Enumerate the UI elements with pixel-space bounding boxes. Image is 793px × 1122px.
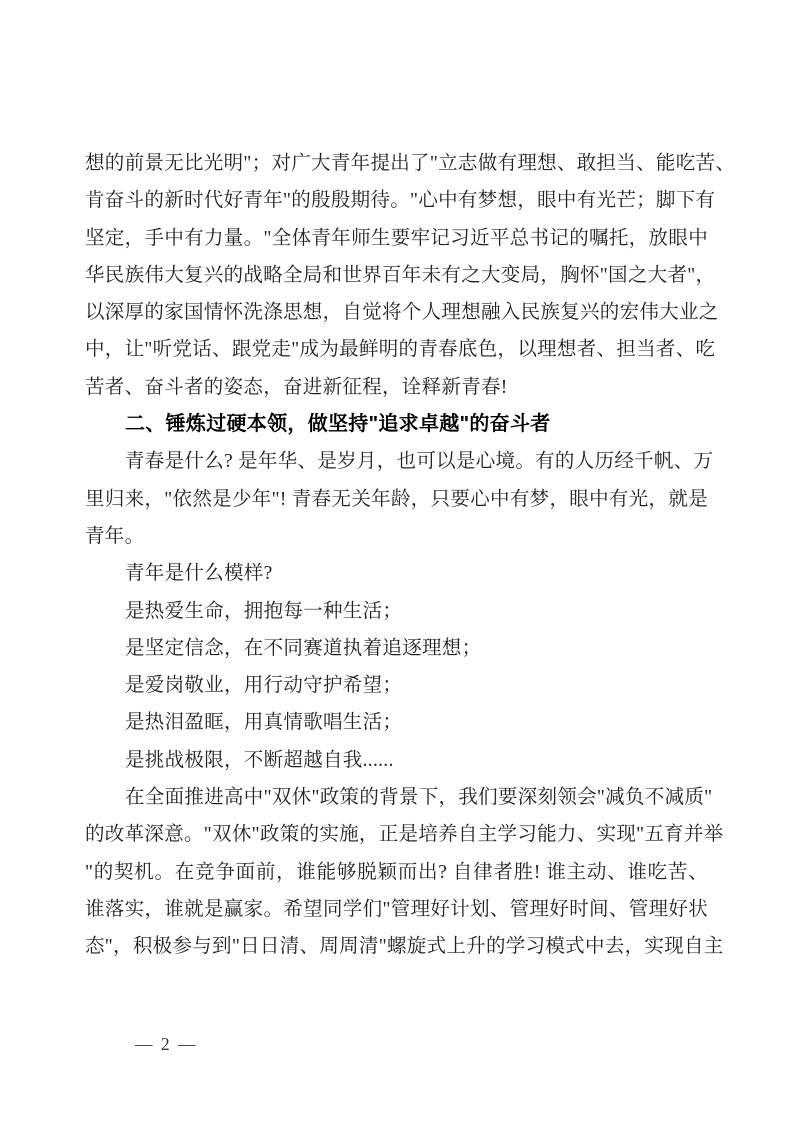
- text-line: 是坚定信念，在不同赛道执着追逐理想；: [125, 637, 482, 659]
- text-line: 想的前景无比光明"；对广大青年提出了"立志做有理想、敢担当、能吃苦、: [85, 153, 736, 174]
- text-line: 是爱岗敬业，用行动守护希望；: [125, 675, 403, 697]
- text-line: 华民族伟大复兴的战略全局和世界百年未有之大变局，胸怀"国之大者"，: [85, 264, 716, 286]
- text-line: 是热爱生命，拥抱每一种生活；: [125, 600, 403, 622]
- text-line: 青春是什么? 是年华、是岁月，也可以是心境。有的人历经千帆、万: [125, 451, 714, 473]
- text-line: 青年是什么模样?: [125, 563, 273, 585]
- text-line: 态"，积极参与到"日日清、周周清"螺旋式上升的学习模式中去，实现自主: [85, 936, 724, 958]
- section-heading: 二、锤炼过硬本领，做坚持"追求卓越"的奋斗者: [125, 413, 551, 436]
- document-body: [85, 145, 736, 966]
- text-line: 坚定，手中有力量。"全体青年师生要牢记习近平总书记的嘱托，放眼中: [85, 227, 708, 249]
- text-line: 谁落实，谁就是赢家。希望同学们"管理好计划、管理好时间、管理好状: [85, 898, 708, 920]
- text-line: 是热泪盈眶，用真情歌唱生活；: [125, 712, 403, 734]
- text-line: 里归来，"依然是少年"! 青春无关年龄，只要心中有梦，眼中有光，就是: [85, 488, 708, 510]
- text-line: 在全面推进高中"双休"政策的背景下，我们要深刻领会"减负不减质": [125, 787, 713, 809]
- text-line: "的契机。在竞争面前，谁能够脱颖而出? 自律者胜! 谁主动、谁吃苦、: [85, 861, 708, 883]
- text-line: 中，让"听党话、跟党走"成为最鲜明的青春底色，以理想者、担当者、吃: [85, 339, 716, 361]
- text-line: 青年。: [85, 525, 145, 547]
- text-line: 肯奋斗的新时代好青年"的殷殷期待。"心中有梦想，眼中有光芒；脚下有: [85, 190, 716, 212]
- text-line: 以深厚的家国情怀洗涤思想，自觉将个人理想融入民族复兴的宏伟大业之: [85, 302, 719, 324]
- page-number: — 2 —: [135, 1034, 198, 1054]
- text-line: 苦者、奋斗者的姿态，奋进新征程，诠释新青春!: [85, 376, 508, 398]
- text-line: 的改革深意。"双休"政策的实施，正是培养自主学习能力、实现"五育并举: [85, 824, 724, 846]
- page-footer: [135, 1032, 198, 1056]
- text-line: 是挑战极限，不断超越自我......: [125, 749, 394, 771]
